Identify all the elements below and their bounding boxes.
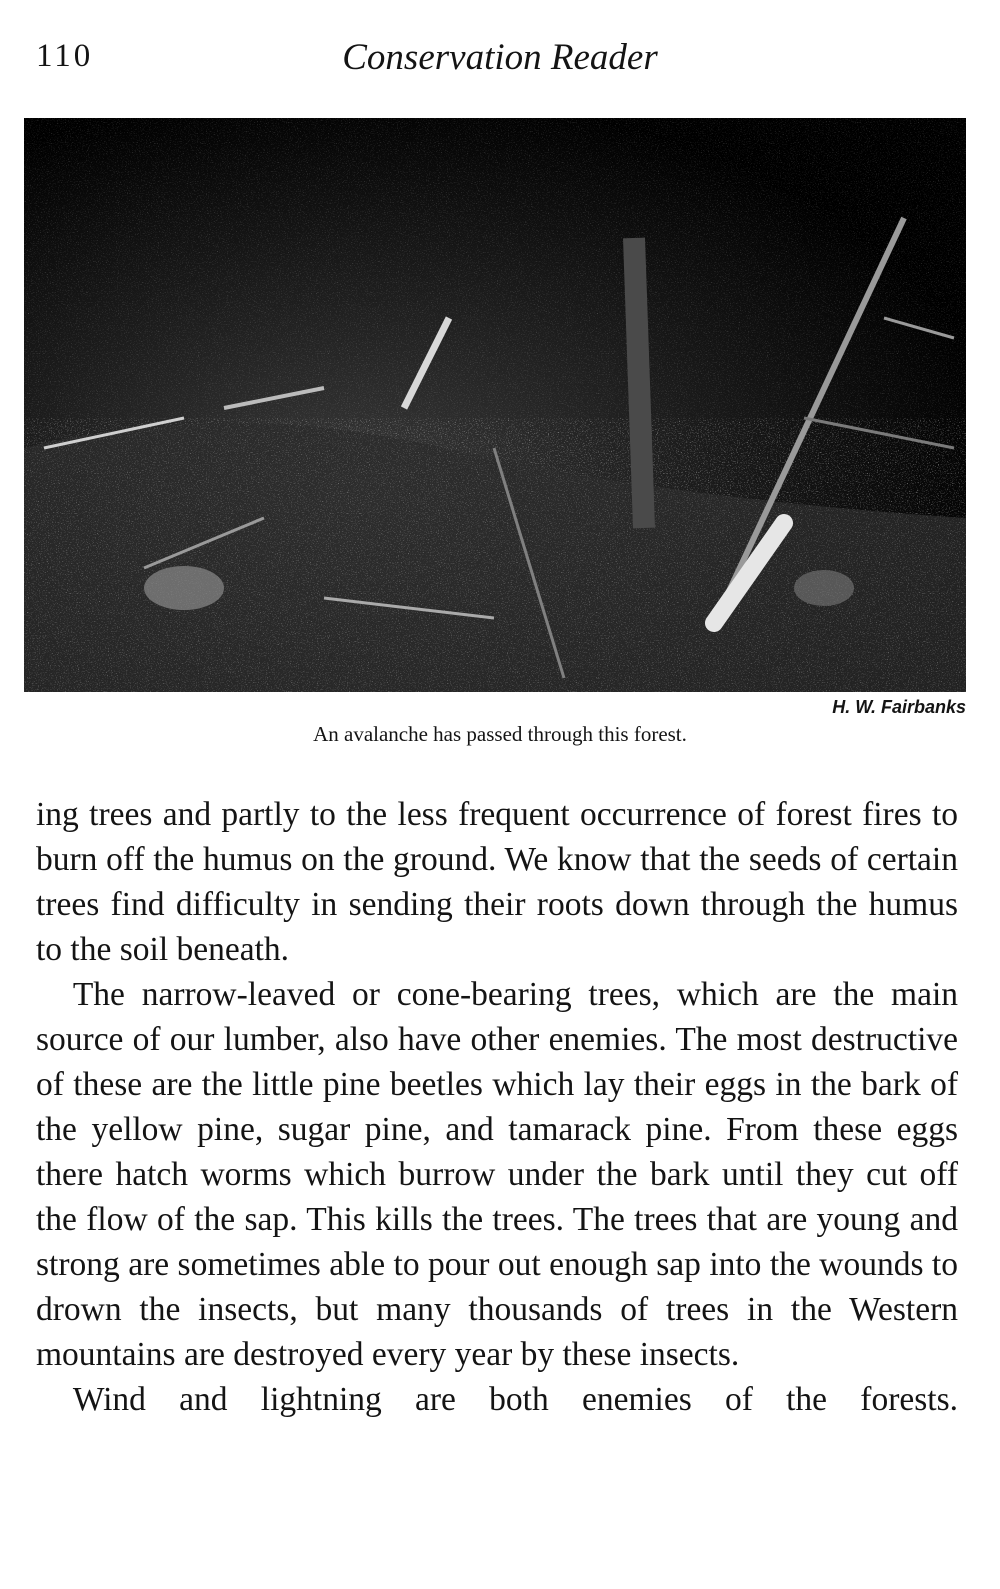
paragraph-1: ing trees and partly to the less frequent occurrence of forest fires to burn off the humus on the ground. We know that the seeds of certain trees find difficulty in sending their roots down through the humus to the soil beneath. [36,796,958,968]
avalanche-forest-photo [24,118,966,692]
page-number: 110 [36,38,94,74]
photo-credit: H. W. Fairbanks [832,697,966,717]
paragraph-2: The narrow-leaved or cone-bearing trees, which are the main source of our lumber, also have other enemies. The most destructive of these are the little pine beetles which lay their eggs in the bark of the yellow pine, sugar pine, and tamarack pine. From these eggs there hatch worms which burrow under the bark until they cut off the flow of the sap. This kills the trees. The trees that are young and strong are sometimes able to pour out enough sap into the wounds to drown the insects, but many thousands of trees in the Western mountains are destroyed every year by these insects. [36,976,958,1373]
paragraph-3: Wind and lightning are both enemies of the forests. [72,1381,958,1418]
figure-caption: An avalanche has passed through this forest. [313,722,687,746]
running-head-title: Conservation Reader [342,37,658,78]
body-text [36,792,958,1422]
